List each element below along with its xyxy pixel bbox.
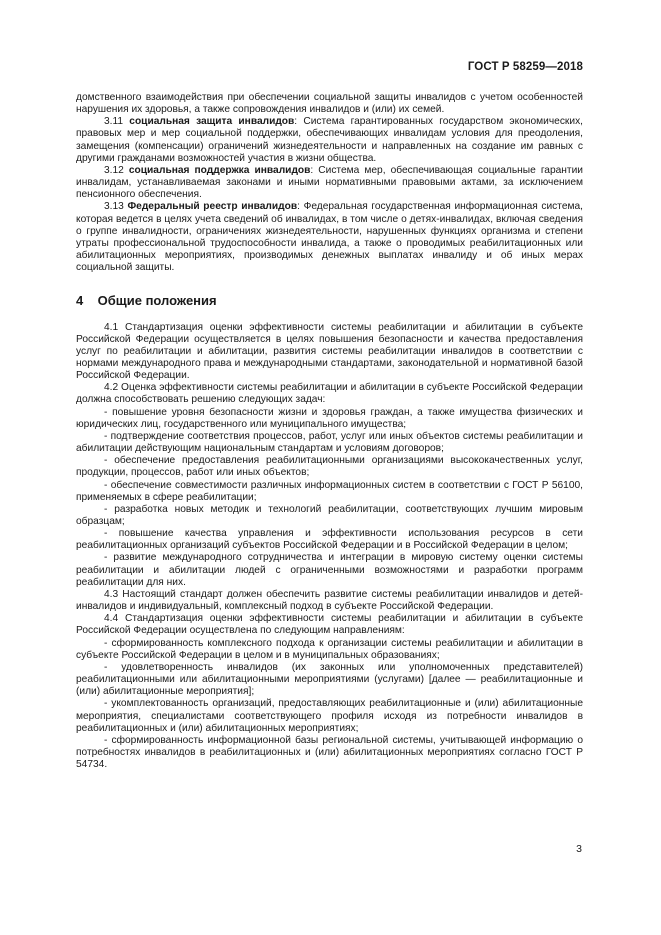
- definition-number: 3.13: [104, 201, 124, 213]
- list-item: - сформированность информационной базы региональной системы, учитывающей информацию о потребностях инвалидов в реабилитационных и (или) абилитационных мероприятиях согласно ГОСТ Р 54734.: [76, 734, 583, 771]
- list-item: - обеспечение совместимости различных информационных систем в соответствии с ГОСТ Р 56100, применяемых в сфере реабилитации;: [76, 479, 583, 503]
- document-body: [76, 92, 583, 771]
- section-number: 4: [76, 293, 84, 309]
- paragraph: 4.1 Стандартизация оценки эффективности системы реабилитации и абилитации в субъекте Российской Федерации осуществляется в целях повышения безопасности и качества предоставления услуг по реабилитации и абилитации, развития системы реабилитации инвалидов в соответствии с нормами международного права и международными стандартами, законодательной и нормативной базой Российской Федерации.: [76, 321, 583, 382]
- definition-number: 3.11: [104, 116, 124, 128]
- section-heading: [76, 295, 583, 307]
- definition-term: социальная поддержка инвалидов: [128, 164, 311, 176]
- list-item: - развитие международного сотрудничества и интеграции в мировую систему оценки системы реабилитации и абилитации людей с ограниченными возможностями и разработки программ реабилитации для них.: [76, 552, 583, 588]
- definition-3-12: [76, 165, 583, 201]
- definition-term: социальная защита инвалидов: [129, 116, 295, 128]
- list-item: - укомплектованность организаций, предоставляющих реабилитационные и (или) абилитационные мероприятия, специалистами соответствующего профиля исходя из потребности инвалидов в реабилитационных и (или) абилитационных мероприятиях;: [76, 698, 583, 734]
- list-item: - подтверждение соответствия процессов, работ, услуг или иных объектов системы реабилитации и абилитации действующим национальным стандартам и условиям договоров;: [76, 430, 583, 455]
- list-item: - обеспечение предоставления реабилитационными организациями высококачественных услуг, продукции, процессов, работ или иных объектов;: [76, 455, 583, 479]
- definition-term: Федеральный реестр инвалидов: [127, 201, 298, 213]
- list-item: - разработка новых методик и технологий реабилитации, соответствующих лучшим мировым образцам;: [76, 503, 583, 527]
- definition-text: : Федеральная государственная информационная система, которая ведется в целях учета сведений об инвалидах, в том числе о детях-инвалидах, включая сведения о группе инвалидности, ограничениях жизнедеятельности, нарушенных функциях организма и степени утраты профессиональной трудоспособности инвалида, а также о проводимых реабилитационных или абилитационных мероприятиях, производимых денежных выплатах инвалиду и об иных мерах социальной защиты.: [76, 201, 583, 274]
- definition-3-11: [76, 116, 583, 165]
- definition-text: : Система мер, обеспечивающая социальные гарантии инвалидам, устанавливаемая законами и иными нормативными правовыми актами, за исключением пенсионного обеспечения.: [76, 164, 583, 201]
- paragraph: 4.4 Стандартизация оценки эффективности системы реабилитации и абилитации в субъекте Российской Федерации осуществлена по следующим направлениям:: [76, 613, 583, 637]
- paragraph: 4.2 Оценка эффективности системы реабилитации и абилитации в субъекте Российской Федерации должна способствовать решению следующих задач:: [76, 382, 583, 406]
- standard-header: ГОСТ Р 58259—2018: [467, 61, 583, 73]
- page-number: 3: [576, 843, 582, 855]
- paragraph: 4.3 Настоящий стандарт должен обеспечить развитие системы реабилитации инвалидов и детей-инвалидов и индивидуальный, комплексный подход в субъекте Российской Федерации.: [76, 588, 583, 613]
- definition-text: : Система гарантированных государством экономических, правовых мер и мер социальной поддержки, обеспечивающих инвалидам условия для преодоления, замещения (компенсации) ограничений жизнедеятельности и направленных на создание им равных с другими гражданами возможностей участия в жизни общества.: [76, 116, 583, 164]
- list-item: - повышение качества управления и эффективности использования ресурсов в сети реабилитационных организаций субъектов Российской Федерации и в Российской Федерации в целом;: [76, 528, 583, 552]
- paragraph-continuation: домственного взаимодействия при обеспечении социальной защиты инвалидов с учетом особенностей нарушения их здоровья, а также сопровождения инвалидов и (или) их семей.: [76, 92, 583, 116]
- section-title: Общие положения: [97, 293, 217, 309]
- list-item: - повышение уровня безопасности жизни и здоровья граждан, а также имущества физических и юридических лиц, государственного или муниципального имущества;: [76, 406, 583, 430]
- definition-3-13: [76, 201, 583, 274]
- definition-number: 3.12: [104, 164, 124, 176]
- list-item: - удовлетворенность инвалидов (их законных или уполномоченных представителей) реабилитационными или абилитационными мероприятиями (услугами) [далее — реабилитационные и (или) абилитационные мероприятия];: [76, 661, 583, 698]
- list-item: - сформированность комплексного подхода к организации системы реабилитации и абилитации в субъекте Российской Федерации в целом и в муниципальных образованиях;: [76, 637, 583, 661]
